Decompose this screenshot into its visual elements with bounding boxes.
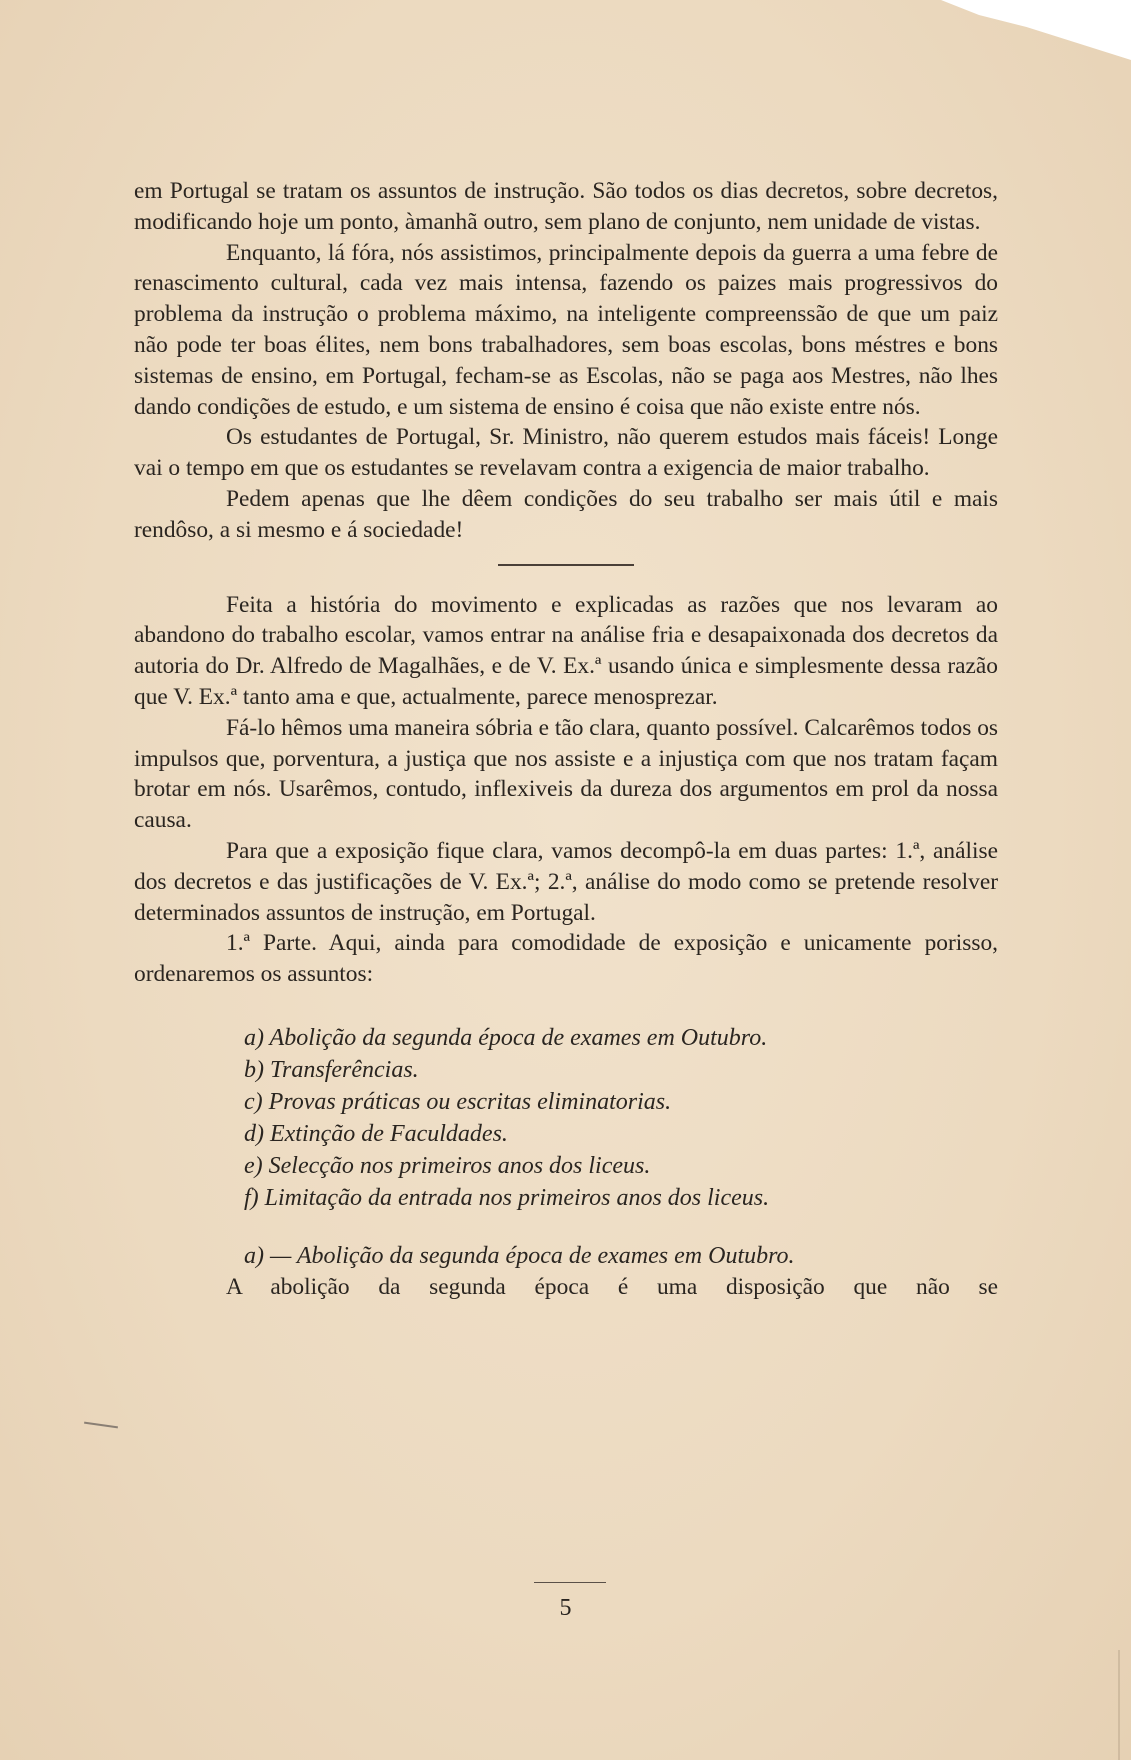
- topic-item: f) Limitação da entrada nos primeiros anos dos liceus.: [244, 1184, 770, 1211]
- body-text: [134, 176, 998, 1303]
- paragraph-2: Enquanto, lá fóra, nós assistimos, principalmente depois da guerra a uma febre de renascimento cultural, cada vez mais intensa, fazendo os paizes mais progressivos do problema da instrução o problema máximo, na inteligente compreenssão de que um paiz não pode ter boas élites, nem bons trabalhadores, sem boas escolas, bons méstres e bons sistemas de ensino, em Portugal, fecham-se as Escolas, não se paga aos Mestres, não lhes dando condições de estudo, e um sistema de ensino é coisa que não existe entre nós.: [134, 239, 998, 420]
- section-separator: [498, 564, 634, 566]
- paragraph-4: Pedem apenas que lhe dêem condições do seu trabalho ser mais útil e mais rendôso, a si mesmo e á sociedade!: [134, 485, 998, 543]
- topic-item: e) Selecção nos primeiros anos dos liceus.: [244, 1152, 651, 1179]
- paragraph-5: Feita a história do movimento e explicadas as razões que nos levaram ao abandono do trabalho escolar, vamos entrar na análise fria e desapaixonada dos decretos da autoria do Dr. Alfredo de Magalhães, e de V. Ex.ª usando única e simplesmente dessa razão que V. Ex.ª tanto ama e que, actualmente, parece menosprezar.: [134, 591, 998, 710]
- topic-item: c) Provas práticas ou escritas eliminatorias.: [244, 1088, 672, 1115]
- paragraph-7: Para que a exposição fique clara, vamos decompô-la em duas partes: 1.ª, análise dos decretos e das justificações de V. Ex.ª; 2.ª, análise do modo como se pretende resolver determinados assuntos de instrução, em Portugal.: [134, 837, 998, 926]
- topic-item: d) Extinção de Faculdades.: [244, 1120, 508, 1147]
- paragraph-9: A abolição da segunda época é uma disposição que não se: [226, 1273, 998, 1300]
- torn-corner: [941, 0, 1131, 60]
- paragraph-6: Fá-lo hêmos uma maneira sóbria e tão clara, quanto possível. Calcarêmos todos os impulsos que, porventura, a justiça que nos assiste e a injustiça com que nos tratam façam brotar em nós. Usarêmos, contudo, inflexiveis da dureza dos argumentos em prol da nossa causa.: [134, 714, 998, 834]
- margin-pencil-mark: [84, 1422, 118, 1429]
- paragraph-1: em Portugal se tratam os assuntos de instrução. São todos os dias decretos, sobre decretos, modificando hoje um ponto, àmanhã outro, sem plano de conjunto, nem unidade de vistas.: [134, 178, 998, 235]
- paragraph-3: Os estudantes de Portugal, Sr. Ministro, não querem estudos mais fáceis! Longe vai o tempo em que os estudantes se revelavam contra a exigencia de maior trabalho.: [134, 424, 998, 482]
- paragraph-8: 1.ª Parte. Aqui, ainda para comodidade de exposição e unicamente porisso, ordenaremos os assuntos:: [134, 930, 998, 988]
- page-crease: [1118, 1650, 1120, 1760]
- footer-rule: [534, 1582, 606, 1583]
- topic-item: a) Abolição da segunda época de exames em Outubro.: [244, 1024, 768, 1051]
- topics-list: [244, 1022, 998, 1214]
- topic-item: b) Transferências.: [244, 1056, 419, 1083]
- section-heading: a) — Abolição da segunda época de exames em Outubro.: [244, 1242, 795, 1269]
- page-number: 5: [559, 1595, 572, 1621]
